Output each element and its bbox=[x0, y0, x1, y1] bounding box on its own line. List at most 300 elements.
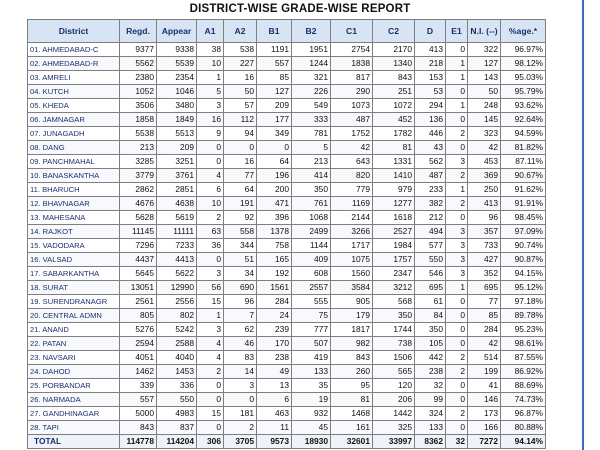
value-cell: 14 bbox=[224, 365, 257, 379]
value-cell: 165 bbox=[257, 253, 292, 267]
value-cell: 396 bbox=[257, 211, 292, 225]
value-cell: 35 bbox=[292, 379, 331, 393]
value-cell: 153 bbox=[415, 71, 446, 85]
value-cell: 10 bbox=[197, 57, 224, 71]
value-cell: 1068 bbox=[292, 211, 331, 225]
value-cell: 3266 bbox=[331, 225, 373, 239]
value-cell: 323 bbox=[468, 127, 501, 141]
value-cell: 177 bbox=[257, 113, 292, 127]
value-cell: 0 bbox=[446, 295, 468, 309]
value-cell: 1506 bbox=[373, 351, 415, 365]
district-cell: 20. CENTRAL ADMN bbox=[28, 309, 120, 323]
table-row bbox=[28, 281, 546, 295]
value-cell: 471 bbox=[257, 197, 292, 211]
value-cell: 3761 bbox=[157, 169, 197, 183]
value-cell: 1277 bbox=[373, 197, 415, 211]
district-cell: 01. AHMEDABAD-C bbox=[28, 43, 120, 57]
value-cell: 227 bbox=[224, 57, 257, 71]
value-cell: 0 bbox=[446, 379, 468, 393]
column-header: District bbox=[28, 20, 120, 43]
value-cell: 1 bbox=[197, 309, 224, 323]
value-cell: 9338 bbox=[157, 43, 197, 57]
value-cell: 546 bbox=[415, 267, 446, 281]
value-cell: 558 bbox=[224, 225, 257, 239]
value-cell: 7 bbox=[224, 309, 257, 323]
value-cell: 239 bbox=[257, 323, 292, 337]
value-cell: 127 bbox=[468, 57, 501, 71]
value-cell: 92 bbox=[224, 211, 257, 225]
value-cell: 4 bbox=[197, 351, 224, 365]
value-cell: 837 bbox=[157, 421, 197, 435]
value-cell: 0 bbox=[446, 337, 468, 351]
value-cell: 200 bbox=[257, 183, 292, 197]
district-cell: 28. TAPI bbox=[28, 421, 120, 435]
value-cell: 16 bbox=[224, 71, 257, 85]
value-cell: 85 bbox=[257, 71, 292, 85]
value-cell: 446 bbox=[415, 127, 446, 141]
value-cell: 145 bbox=[468, 113, 501, 127]
value-cell: 146 bbox=[468, 393, 501, 407]
district-cell: 09. PANCHMAHAL bbox=[28, 155, 120, 169]
total-value-cell: 114204 bbox=[157, 435, 197, 449]
value-cell: 979 bbox=[373, 183, 415, 197]
value-cell: 325 bbox=[373, 421, 415, 435]
value-cell: 5 bbox=[292, 141, 331, 155]
value-cell: 42 bbox=[468, 337, 501, 351]
value-cell: 1378 bbox=[257, 225, 292, 239]
value-cell: 77 bbox=[224, 169, 257, 183]
value-cell: 13 bbox=[257, 379, 292, 393]
district-cell: 26. NARMADA bbox=[28, 393, 120, 407]
value-cell: 1757 bbox=[373, 253, 415, 267]
total-value-cell: 33997 bbox=[373, 435, 415, 449]
district-cell: 21. ANAND bbox=[28, 323, 120, 337]
value-cell: 2 bbox=[446, 197, 468, 211]
value-cell: 487 bbox=[415, 169, 446, 183]
value-cell: 5000 bbox=[120, 407, 157, 421]
value-cell: 95.03% bbox=[501, 71, 546, 85]
table-row bbox=[28, 225, 546, 239]
district-cell: 04. KUTCH bbox=[28, 85, 120, 99]
value-cell: 557 bbox=[257, 57, 292, 71]
district-cell: 23. NAVSARI bbox=[28, 351, 120, 365]
value-cell: 643 bbox=[331, 155, 373, 169]
value-cell: 2380 bbox=[120, 71, 157, 85]
table-row bbox=[28, 57, 546, 71]
value-cell: 34 bbox=[224, 267, 257, 281]
value-cell: 1858 bbox=[120, 113, 157, 127]
value-cell: 96 bbox=[224, 295, 257, 309]
value-cell: 1 bbox=[446, 281, 468, 295]
value-cell: 0 bbox=[446, 211, 468, 225]
table-row bbox=[28, 85, 546, 99]
value-cell: 3 bbox=[197, 323, 224, 337]
value-cell: 97.09% bbox=[501, 225, 546, 239]
table-row bbox=[28, 309, 546, 323]
value-cell: 84 bbox=[415, 309, 446, 323]
value-cell: 166 bbox=[468, 421, 501, 435]
district-cell: 25. PORBANDAR bbox=[28, 379, 120, 393]
value-cell: 3285 bbox=[120, 155, 157, 169]
district-cell: 06. JAMNAGAR bbox=[28, 113, 120, 127]
value-cell: 24 bbox=[257, 309, 292, 323]
value-cell: 695 bbox=[468, 281, 501, 295]
value-cell: 191 bbox=[224, 197, 257, 211]
table-row bbox=[28, 43, 546, 57]
value-cell: 181 bbox=[224, 407, 257, 421]
value-cell: 1072 bbox=[373, 99, 415, 113]
value-cell: 11 bbox=[257, 421, 292, 435]
value-cell: 133 bbox=[292, 365, 331, 379]
value-cell: 2594 bbox=[120, 337, 157, 351]
value-cell: 7296 bbox=[120, 239, 157, 253]
value-cell: 94.15% bbox=[501, 267, 546, 281]
table-row bbox=[28, 337, 546, 351]
value-cell: 36 bbox=[197, 239, 224, 253]
total-value-cell: 32 bbox=[446, 435, 468, 449]
value-cell: 0 bbox=[224, 393, 257, 407]
value-cell: 96 bbox=[468, 211, 501, 225]
district-cell: 16. VALSAD bbox=[28, 253, 120, 267]
report-title: DISTRICT-WISE GRADE-WISE REPORT bbox=[189, 3, 411, 15]
value-cell: 577 bbox=[415, 239, 446, 253]
value-cell: 6 bbox=[257, 393, 292, 407]
value-cell: 494 bbox=[415, 225, 446, 239]
district-cell: 11. BHARUCH bbox=[28, 183, 120, 197]
value-cell: 97.18% bbox=[501, 295, 546, 309]
district-cell: 24. DAHOD bbox=[28, 365, 120, 379]
value-cell: 0 bbox=[446, 323, 468, 337]
district-cell: 14. RAJKOT bbox=[28, 225, 120, 239]
value-cell: 90.87% bbox=[501, 253, 546, 267]
district-cell: 08. DANG bbox=[28, 141, 120, 155]
value-cell: 50 bbox=[468, 85, 501, 99]
value-cell: 0 bbox=[446, 141, 468, 155]
value-cell: 4413 bbox=[157, 253, 197, 267]
value-cell: 1561 bbox=[257, 281, 292, 295]
value-cell: 46 bbox=[224, 337, 257, 351]
value-cell: 349 bbox=[257, 127, 292, 141]
value-cell: 413 bbox=[415, 43, 446, 57]
value-cell: 905 bbox=[331, 295, 373, 309]
value-cell: 0 bbox=[446, 421, 468, 435]
value-cell: 5622 bbox=[157, 267, 197, 281]
column-header: C2 bbox=[373, 20, 415, 43]
value-cell: 87.11% bbox=[501, 155, 546, 169]
value-cell: 409 bbox=[292, 253, 331, 267]
value-cell: 5628 bbox=[120, 211, 157, 225]
value-cell: 213 bbox=[120, 141, 157, 155]
district-cell: 05. KHEDA bbox=[28, 99, 120, 113]
value-cell: 0 bbox=[446, 309, 468, 323]
value-cell: 5538 bbox=[120, 127, 157, 141]
value-cell: 199 bbox=[468, 365, 501, 379]
value-cell: 843 bbox=[331, 351, 373, 365]
district-cell: 03. AMRELI bbox=[28, 71, 120, 85]
value-cell: 161 bbox=[331, 421, 373, 435]
value-cell: 95.23% bbox=[501, 323, 546, 337]
value-cell: 105 bbox=[415, 337, 446, 351]
value-cell: 192 bbox=[257, 267, 292, 281]
value-cell: 112 bbox=[224, 113, 257, 127]
value-cell: 1 bbox=[446, 99, 468, 113]
value-cell: 133 bbox=[415, 421, 446, 435]
table-row bbox=[28, 267, 546, 281]
value-cell: 1 bbox=[446, 183, 468, 197]
value-cell: 2754 bbox=[331, 43, 373, 57]
value-cell: 557 bbox=[120, 393, 157, 407]
value-cell: 290 bbox=[331, 85, 373, 99]
value-cell: 90.67% bbox=[501, 169, 546, 183]
value-cell: 695 bbox=[415, 281, 446, 295]
value-cell: 233 bbox=[415, 183, 446, 197]
value-cell: 3506 bbox=[120, 99, 157, 113]
value-cell: 294 bbox=[415, 99, 446, 113]
value-cell: 15 bbox=[197, 407, 224, 421]
value-cell: 213 bbox=[292, 155, 331, 169]
value-cell: 77 bbox=[468, 295, 501, 309]
total-value-cell: 3705 bbox=[224, 435, 257, 449]
total-value-cell: 7272 bbox=[468, 435, 501, 449]
value-cell: 2588 bbox=[157, 337, 197, 351]
table-row bbox=[28, 323, 546, 337]
value-cell: 32 bbox=[415, 379, 446, 393]
value-cell: 369 bbox=[468, 169, 501, 183]
value-cell: 64 bbox=[257, 155, 292, 169]
value-cell: 75 bbox=[292, 309, 331, 323]
value-cell: 248 bbox=[468, 99, 501, 113]
value-cell: 0 bbox=[446, 113, 468, 127]
value-cell: 5562 bbox=[120, 57, 157, 71]
value-cell: 1169 bbox=[331, 197, 373, 211]
value-cell: 1442 bbox=[373, 407, 415, 421]
value-cell: 53 bbox=[415, 85, 446, 99]
value-cell: 463 bbox=[257, 407, 292, 421]
value-cell: 81.82% bbox=[501, 141, 546, 155]
value-cell: 344 bbox=[224, 239, 257, 253]
value-cell: 5539 bbox=[157, 57, 197, 71]
value-cell: 339 bbox=[120, 379, 157, 393]
value-cell: 1453 bbox=[157, 365, 197, 379]
value-cell: 143 bbox=[468, 71, 501, 85]
value-cell: 3 bbox=[197, 267, 224, 281]
value-cell: 3 bbox=[446, 239, 468, 253]
value-cell: 4040 bbox=[157, 351, 197, 365]
value-cell: 2561 bbox=[120, 295, 157, 309]
column-header: D bbox=[415, 20, 446, 43]
value-cell: 1468 bbox=[331, 407, 373, 421]
value-cell: 3 bbox=[197, 99, 224, 113]
value-cell: 779 bbox=[331, 183, 373, 197]
value-cell: 95.79% bbox=[501, 85, 546, 99]
value-cell: 15 bbox=[197, 295, 224, 309]
value-cell: 414 bbox=[292, 169, 331, 183]
value-cell: 173 bbox=[468, 407, 501, 421]
value-cell: 94.59% bbox=[501, 127, 546, 141]
value-cell: 56 bbox=[197, 281, 224, 295]
column-header: Regd. bbox=[120, 20, 157, 43]
value-cell: 1340 bbox=[373, 57, 415, 71]
table-row bbox=[28, 211, 546, 225]
value-cell: 196 bbox=[257, 169, 292, 183]
value-cell: 5645 bbox=[120, 267, 157, 281]
value-cell: 19 bbox=[292, 393, 331, 407]
table-row bbox=[28, 183, 546, 197]
value-cell: 932 bbox=[292, 407, 331, 421]
value-cell: 550 bbox=[157, 393, 197, 407]
value-cell: 733 bbox=[468, 239, 501, 253]
value-cell: 0 bbox=[446, 85, 468, 99]
value-cell: 565 bbox=[373, 365, 415, 379]
value-cell: 94 bbox=[224, 127, 257, 141]
value-cell: 802 bbox=[157, 309, 197, 323]
value-cell: 0 bbox=[257, 141, 292, 155]
value-cell: 16 bbox=[197, 113, 224, 127]
value-cell: 1075 bbox=[331, 253, 373, 267]
value-cell: 1244 bbox=[292, 57, 331, 71]
table-row bbox=[28, 239, 546, 253]
value-cell: 81 bbox=[331, 393, 373, 407]
value-cell: 777 bbox=[292, 323, 331, 337]
grade-report-table bbox=[27, 19, 546, 449]
value-cell: 442 bbox=[415, 351, 446, 365]
value-cell: 336 bbox=[157, 379, 197, 393]
value-cell: 13051 bbox=[120, 281, 157, 295]
value-cell: 179 bbox=[331, 309, 373, 323]
table-row bbox=[28, 141, 546, 155]
value-cell: 95 bbox=[331, 379, 373, 393]
district-cell: 07. JUNAGADH bbox=[28, 127, 120, 141]
value-cell: 3779 bbox=[120, 169, 157, 183]
value-cell: 0 bbox=[197, 421, 224, 435]
district-cell: 02. AHMEDABAD-R bbox=[28, 57, 120, 71]
value-cell: 42 bbox=[331, 141, 373, 155]
value-cell: 453 bbox=[468, 155, 501, 169]
value-cell: 96.87% bbox=[501, 407, 546, 421]
value-cell: 10 bbox=[197, 197, 224, 211]
value-cell: 350 bbox=[373, 309, 415, 323]
district-cell: 15. VADODARA bbox=[28, 239, 120, 253]
table-row bbox=[28, 421, 546, 435]
value-cell: 2557 bbox=[292, 281, 331, 295]
value-cell: 324 bbox=[415, 407, 446, 421]
value-cell: 1744 bbox=[373, 323, 415, 337]
value-cell: 843 bbox=[120, 421, 157, 435]
table-row bbox=[28, 197, 546, 211]
value-cell: 0 bbox=[197, 155, 224, 169]
value-cell: 209 bbox=[257, 99, 292, 113]
value-cell: 487 bbox=[331, 113, 373, 127]
value-cell: 1 bbox=[197, 71, 224, 85]
value-cell: 1951 bbox=[292, 43, 331, 57]
value-cell: 1782 bbox=[373, 127, 415, 141]
value-cell: 4638 bbox=[157, 197, 197, 211]
value-cell: 9 bbox=[197, 127, 224, 141]
value-cell: 51 bbox=[224, 253, 257, 267]
value-cell: 9377 bbox=[120, 43, 157, 57]
column-header: A1 bbox=[197, 20, 224, 43]
value-cell: 550 bbox=[415, 253, 446, 267]
value-cell: 90.74% bbox=[501, 239, 546, 253]
value-cell: 2144 bbox=[331, 211, 373, 225]
value-cell: 212 bbox=[415, 211, 446, 225]
column-header: E1 bbox=[446, 20, 468, 43]
value-cell: 1838 bbox=[331, 57, 373, 71]
value-cell: 2 bbox=[197, 365, 224, 379]
value-cell: 170 bbox=[257, 337, 292, 351]
value-cell: 1046 bbox=[157, 85, 197, 99]
value-cell: 43 bbox=[415, 141, 446, 155]
table-row bbox=[28, 71, 546, 85]
total-value-cell: 114778 bbox=[120, 435, 157, 449]
table-row bbox=[28, 393, 546, 407]
value-cell: 549 bbox=[292, 99, 331, 113]
value-cell: 0 bbox=[197, 141, 224, 155]
district-cell: 18. SURAT bbox=[28, 281, 120, 295]
value-cell: 250 bbox=[468, 183, 501, 197]
value-cell: 0 bbox=[446, 43, 468, 57]
value-cell: 2 bbox=[446, 351, 468, 365]
value-cell: 3 bbox=[446, 225, 468, 239]
value-cell: 3 bbox=[224, 379, 257, 393]
value-cell: 120 bbox=[373, 379, 415, 393]
value-cell: 3212 bbox=[373, 281, 415, 295]
value-cell: 2 bbox=[446, 365, 468, 379]
value-cell: 1618 bbox=[373, 211, 415, 225]
value-cell: 2499 bbox=[292, 225, 331, 239]
table-row bbox=[28, 99, 546, 113]
value-cell: 321 bbox=[292, 71, 331, 85]
value-cell: 61 bbox=[415, 295, 446, 309]
value-cell: 1 bbox=[446, 57, 468, 71]
value-cell: 16 bbox=[224, 155, 257, 169]
value-cell: 87.55% bbox=[501, 351, 546, 365]
value-cell: 62 bbox=[224, 323, 257, 337]
value-cell: 5513 bbox=[157, 127, 197, 141]
value-cell: 4051 bbox=[120, 351, 157, 365]
value-cell: 3584 bbox=[331, 281, 373, 295]
value-cell: 92.64% bbox=[501, 113, 546, 127]
value-cell: 817 bbox=[331, 71, 373, 85]
value-cell: 284 bbox=[468, 323, 501, 337]
value-cell: 608 bbox=[292, 267, 331, 281]
value-cell: 95.12% bbox=[501, 281, 546, 295]
value-cell: 41 bbox=[468, 379, 501, 393]
value-cell: 127 bbox=[257, 85, 292, 99]
table-row bbox=[28, 351, 546, 365]
table-row bbox=[28, 113, 546, 127]
value-cell: 251 bbox=[373, 85, 415, 99]
value-cell: 357 bbox=[468, 225, 501, 239]
value-cell: 413 bbox=[468, 197, 501, 211]
value-cell: 4676 bbox=[120, 197, 157, 211]
value-cell: 982 bbox=[331, 337, 373, 351]
value-cell: 83 bbox=[224, 351, 257, 365]
value-cell: 1052 bbox=[120, 85, 157, 99]
value-cell: 136 bbox=[415, 113, 446, 127]
value-cell: 91.91% bbox=[501, 197, 546, 211]
total-row bbox=[28, 435, 546, 449]
value-cell: 260 bbox=[331, 365, 373, 379]
value-cell: 2 bbox=[446, 407, 468, 421]
column-header: Appear bbox=[157, 20, 197, 43]
value-cell: 238 bbox=[415, 365, 446, 379]
value-cell: 352 bbox=[468, 267, 501, 281]
value-cell: 555 bbox=[292, 295, 331, 309]
value-cell: 427 bbox=[468, 253, 501, 267]
value-cell: 11111 bbox=[157, 225, 197, 239]
value-cell: 1073 bbox=[331, 99, 373, 113]
